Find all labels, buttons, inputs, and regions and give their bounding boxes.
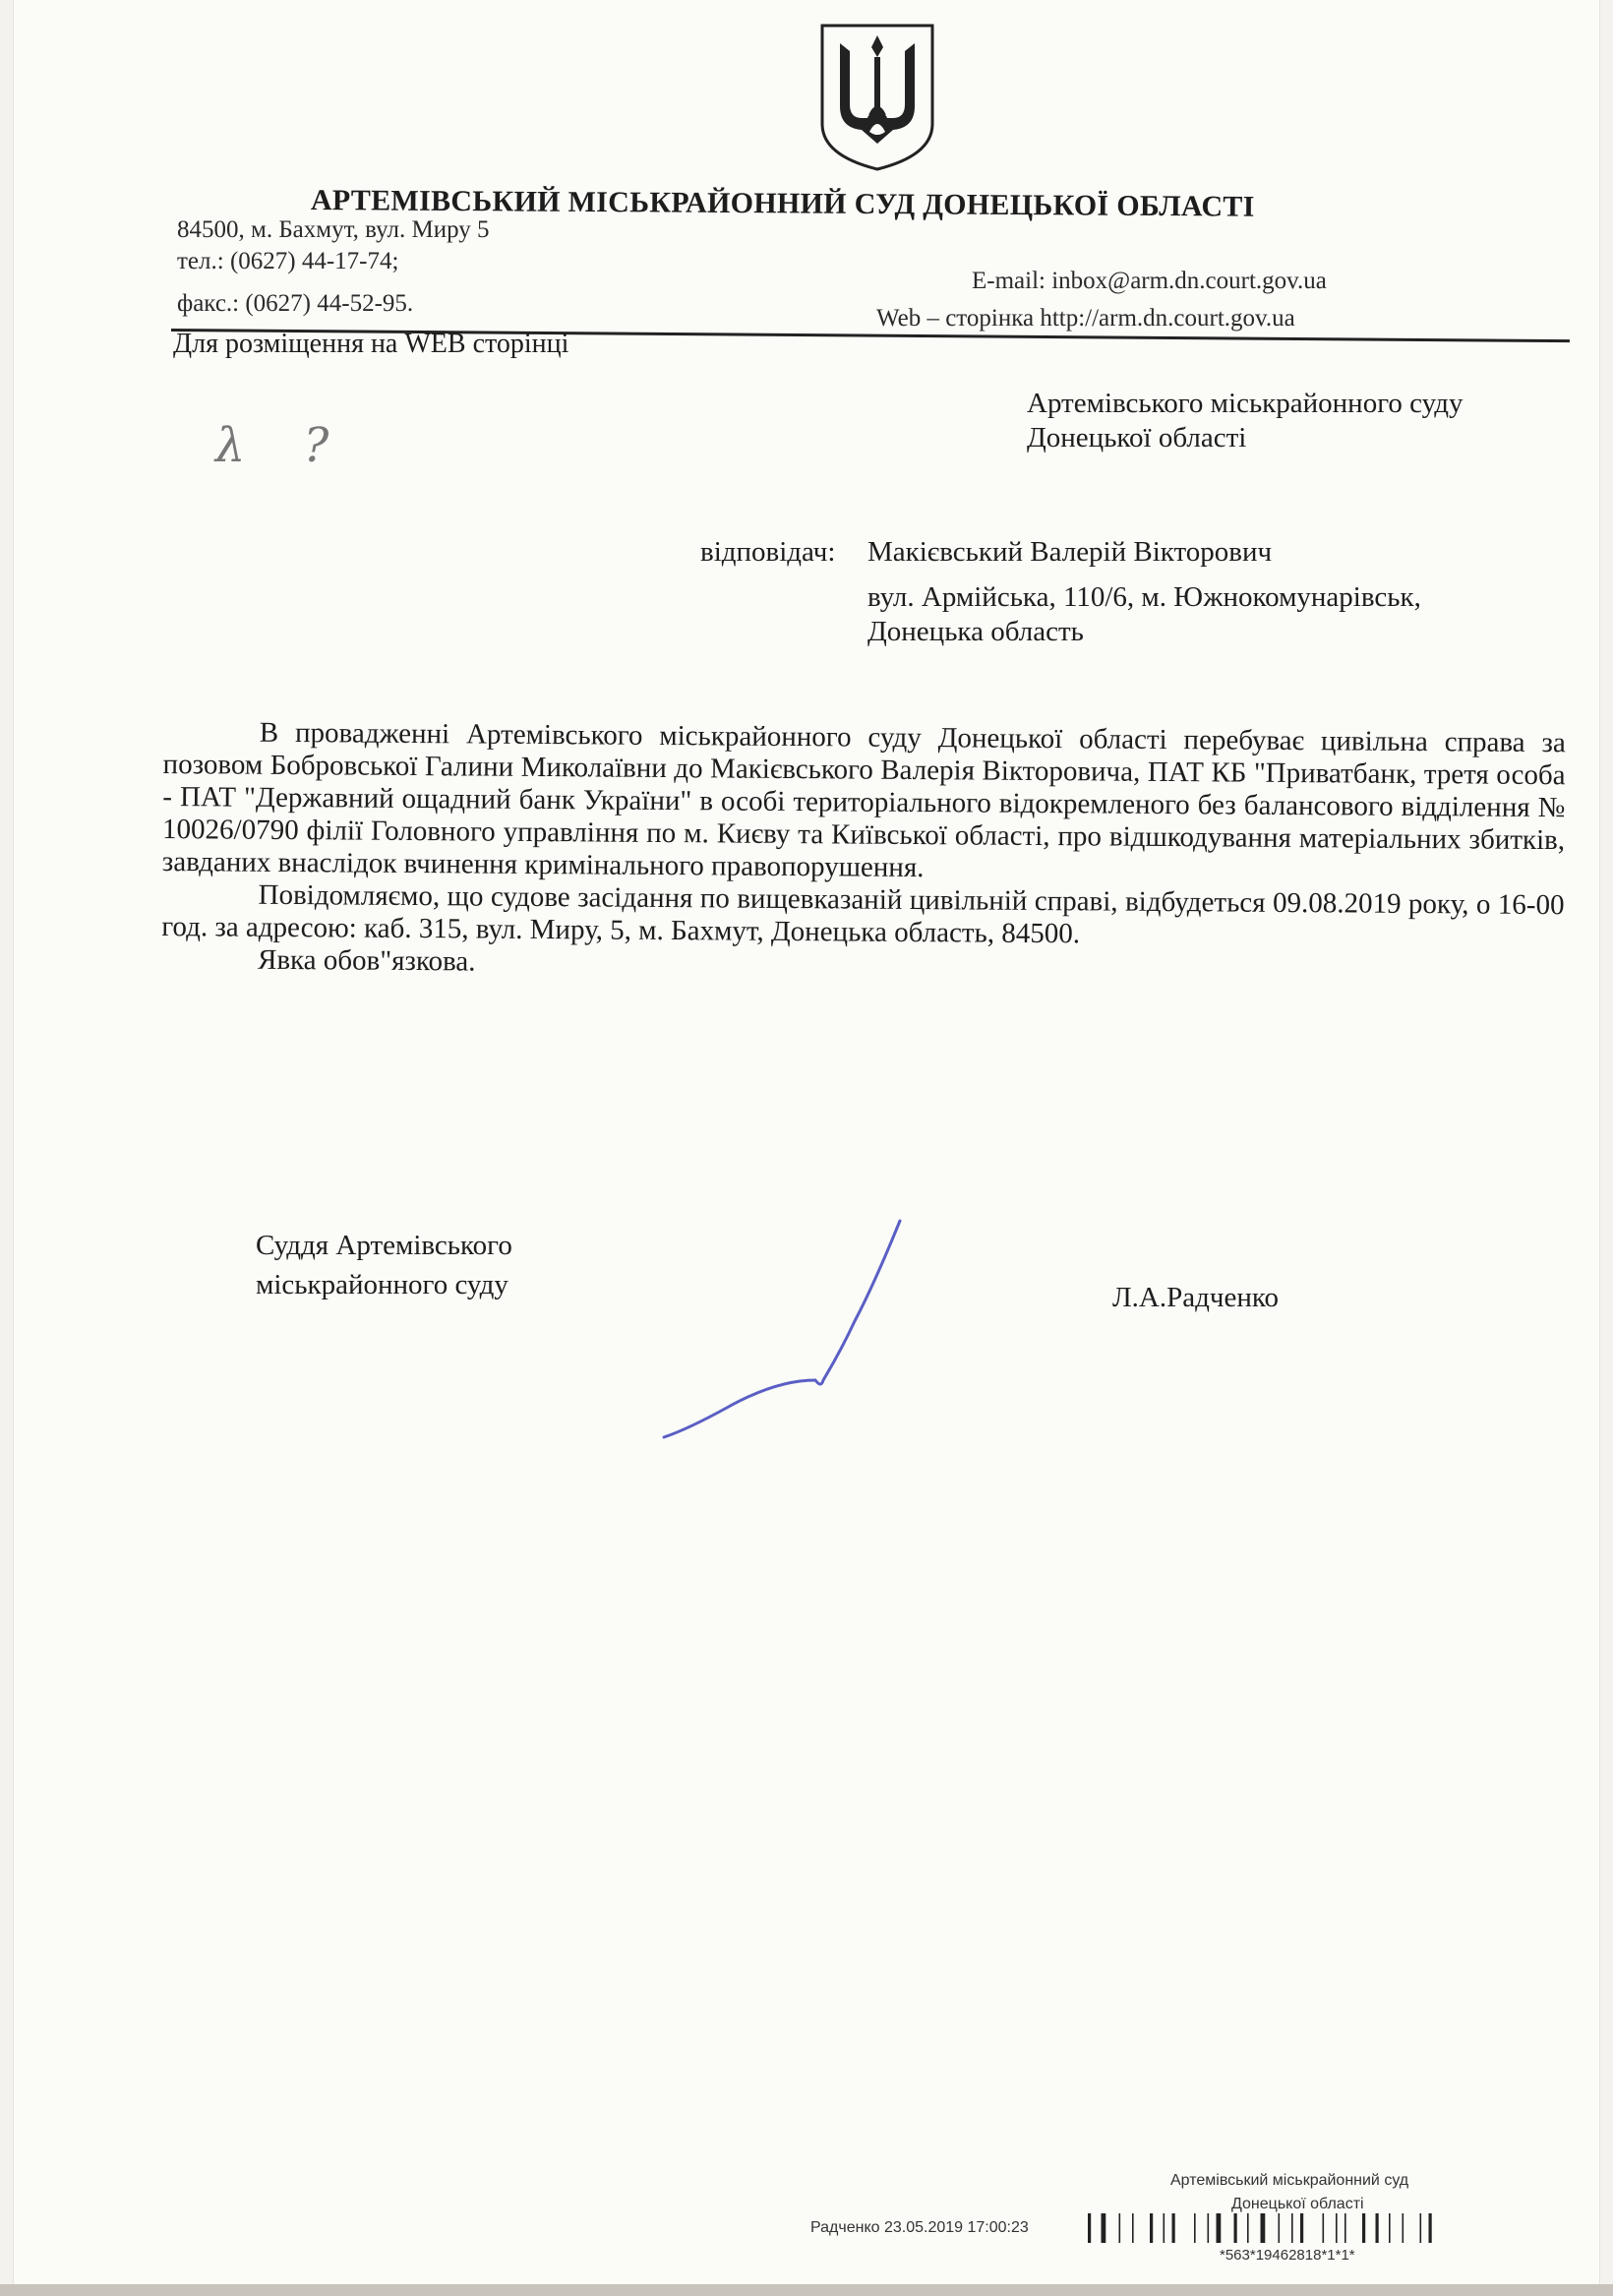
barcode-bar bbox=[1323, 2213, 1325, 2243]
court-fax: факс.: (0627) 44-52-95. bbox=[177, 290, 414, 317]
judge-title-2: міськрайонного суду bbox=[256, 1269, 508, 1300]
barcode-bar bbox=[1119, 2213, 1121, 2243]
court-address: 84500, м. Бахмут, вул. Миру 5 bbox=[177, 216, 490, 243]
body-paragraph-case: В провадженні Артемівського міськрайонного суду Донецької області перебуває цивільна справа за позовом Бобровської Галини Миколаївни до Макієвського Валерія Вікторовича, ПАТ КБ "Приватбанк, третя особа - ПАТ "Державний ощадний банк України" в особі територіального відокремленого без балансового відділення № 10026/0790 філії Головного управління по м. Києву та Київської області, про відшкодування матеріальних збитків, завданих внаслідок вчинення кримінального правопорушення. bbox=[161, 716, 1566, 884]
barcode-bar bbox=[1279, 2213, 1281, 2243]
barcode-bar bbox=[1389, 2213, 1391, 2243]
barcode-bar bbox=[1150, 2213, 1153, 2243]
barcode-bar bbox=[1420, 2213, 1422, 2243]
body-paragraph-attendance: Явка обов"язкова. bbox=[257, 943, 476, 978]
stamp-region: Донецької області bbox=[1231, 2196, 1364, 2212]
barcode-bar bbox=[1217, 2213, 1222, 2243]
barcode-bar bbox=[1344, 2213, 1346, 2243]
defendant-address-2: Донецька область bbox=[867, 616, 1084, 647]
barcode-bar bbox=[1088, 2213, 1091, 2243]
barcode-bar bbox=[1164, 2213, 1165, 2243]
defendant-address-1: вул. Армійська, 110/6, м. Южнокомунарівськ, bbox=[867, 581, 1421, 613]
court-website: Web – сторінка http://arm.dn.court.gov.ua bbox=[876, 305, 1295, 332]
barcode-bar bbox=[1194, 2213, 1196, 2243]
barcode-bar bbox=[1291, 2213, 1293, 2243]
barcode-bar bbox=[1429, 2213, 1432, 2243]
barcode-bar bbox=[1376, 2213, 1379, 2243]
defendant-label: відповідач: bbox=[700, 536, 836, 568]
stamp-user-timestamp: Радченко 23.05.2019 17:00:23 bbox=[810, 2219, 1029, 2236]
court-phone: тел.: (0627) 44-17-74; bbox=[177, 248, 399, 274]
page-bottom-edge bbox=[0, 2284, 1613, 2296]
barcode-bar bbox=[1336, 2213, 1338, 2243]
barcode-bar bbox=[1362, 2213, 1365, 2243]
barcode-bar bbox=[1300, 2213, 1303, 2243]
document-page bbox=[14, 0, 1599, 2284]
stamp-court-name: Артемівський міськрайонний суд bbox=[1170, 2172, 1409, 2189]
court-name: АРТЕМІВСЬКИЙ МІСЬКРАЙОННИЙ СУД ДОНЕЦЬКОЇ ОБЛАСТІ bbox=[310, 184, 1255, 223]
barcode-bar bbox=[1234, 2213, 1237, 2243]
barcode-bar bbox=[1172, 2213, 1175, 2243]
barcode-bar bbox=[1132, 2213, 1134, 2243]
barcode-bar bbox=[1208, 2213, 1210, 2243]
judge-title-1: Суддя Артемівського bbox=[256, 1230, 512, 1261]
ukraine-trident-icon bbox=[818, 22, 936, 173]
handwritten-note: λ ? bbox=[215, 418, 351, 473]
barcode-bar bbox=[1261, 2213, 1266, 2243]
letter-body bbox=[161, 716, 1566, 987]
handwritten-signature bbox=[658, 1215, 914, 1441]
court-email: E-mail: inbox@arm.dn.court.gov.ua bbox=[972, 268, 1327, 294]
defendant-name: Макієвський Валерій Вікторович bbox=[867, 536, 1273, 568]
barcode-number: *563*19462818*1*1* bbox=[1220, 2247, 1355, 2264]
barcode bbox=[1088, 2213, 1550, 2245]
judge-name: Л.А.Радченко bbox=[1112, 1282, 1279, 1313]
barcode-bar bbox=[1247, 2213, 1249, 2243]
recipient-line-2: Донецької області bbox=[1027, 422, 1247, 453]
barcode-bar bbox=[1102, 2213, 1106, 2243]
body-paragraph-hearing: Повідомляємо, що судове засідання по вищевказаній цивільній справі, відбудеться 09.08.2019 року, о 16-00 год. за адресою: каб. 315, вул. Миру, 5, м. Бахмут, Донецька область, 84500. bbox=[161, 878, 1565, 950]
barcode-bar bbox=[1403, 2213, 1404, 2243]
recipient-line-1: Артемівського міськрайонного суду bbox=[1027, 388, 1464, 419]
web-placement-note: Для розміщення на WEB сторінці bbox=[173, 329, 569, 359]
